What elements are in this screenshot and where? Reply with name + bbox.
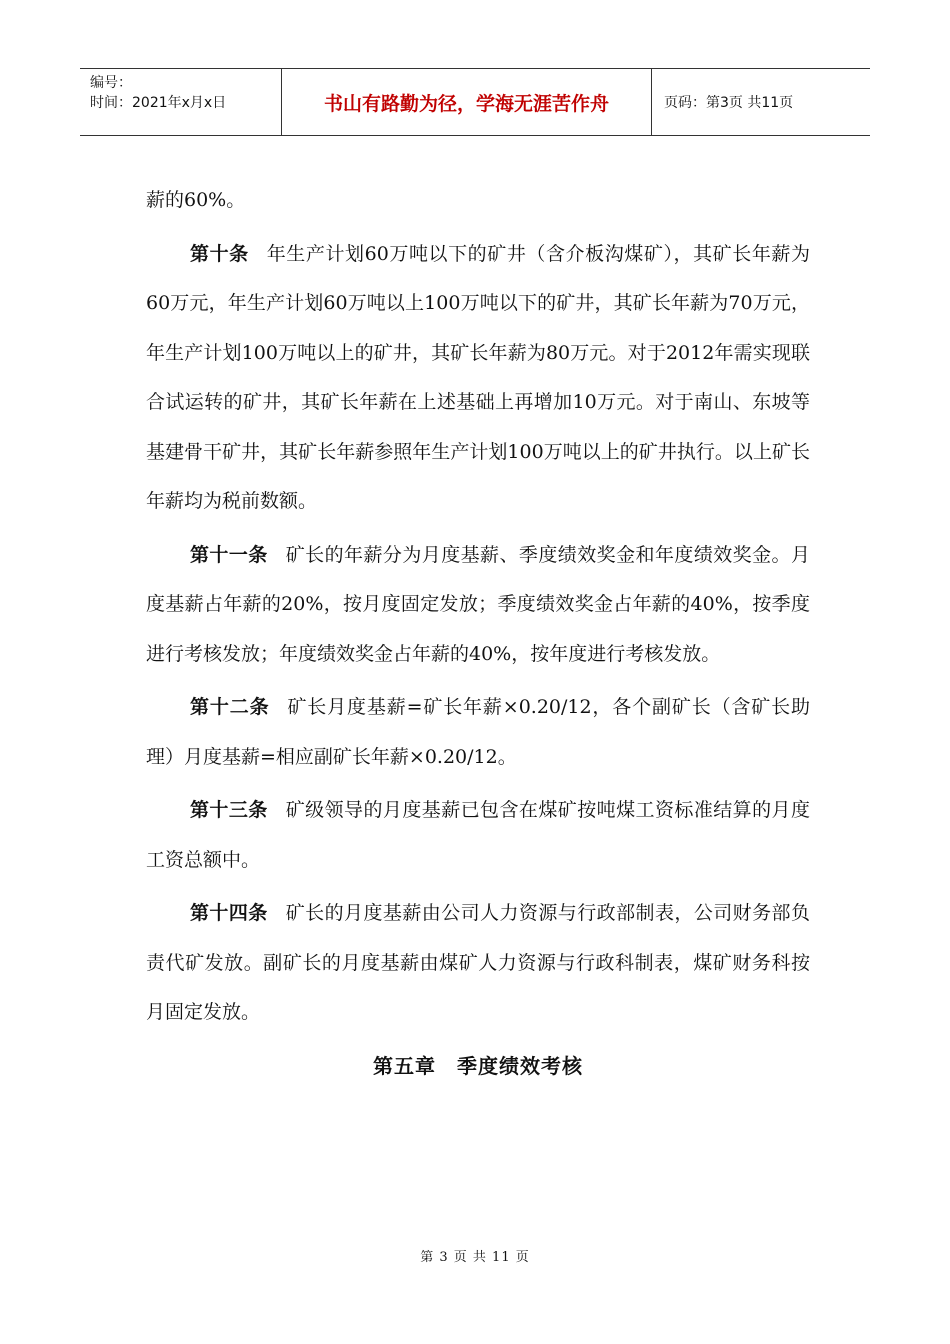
- header-motto: 书山有路勤为径，学海无涯苦作舟: [282, 69, 652, 135]
- article-title: 第十一条: [190, 543, 268, 566]
- article-text: 矿长的年薪分为月度基薪、季度绩效奖金和年度绩效奖金。月度基薪占年薪的20%，按月度固定发放；季度绩效奖金占年薪的40%，按季度进行考核发放；年度绩效奖金占年薪的40%，按年度进行考核发放。: [146, 543, 810, 665]
- article-title: 第十二条: [190, 696, 270, 718]
- article-14: [146, 889, 810, 1038]
- date-label: 时间：2021年x月x日: [90, 95, 227, 111]
- number-label: 编号：: [90, 75, 132, 91]
- article-text: 矿长的月度基薪由公司人力资源与行政部制表，公司财务部负责代矿发放。副矿长的月度基薪由煤矿人力资源与行政科制表，煤矿财务科按月固定发放。: [146, 902, 810, 1023]
- article-12: [146, 683, 810, 782]
- article-10: [146, 230, 810, 527]
- chapter-heading: 第五章 季度绩效考核: [373, 1053, 583, 1078]
- header-page-info: 页码：第3页 共11页: [664, 95, 794, 111]
- page-header: [80, 68, 870, 136]
- document-body: [146, 176, 810, 1091]
- page-footer: 第 3 页 共 11 页: [420, 1250, 530, 1265]
- article-13: [146, 786, 810, 885]
- header-meta: [80, 69, 282, 135]
- article-title: 第十条: [190, 242, 249, 265]
- paragraph-continuation: 薪的60%。: [146, 189, 246, 211]
- article-title: 第十三条: [190, 799, 268, 821]
- article-text: 年生产计划60万吨以下的矿井（含介板沟煤矿），其矿长年薪为60万元，年生产计划60万吨以上100万吨以下的矿井，其矿长年薪为70万元，年生产计划100万吨以上的矿井，其矿长年薪为80万元。对于2012年需实现联合试运转的矿井，其矿长年薪在上述基础上再增加10万元。对于南山、东坡等基建骨干矿井，其矿长年薪参照年生产计划100万吨以上的矿井执行。以上矿长年薪均为税前数额。: [146, 242, 810, 512]
- article-11: [146, 531, 810, 680]
- article-text: 矿级领导的月度基薪已包含在煤矿按吨煤工资标准结算的月度工资总额中。: [146, 799, 810, 871]
- article-text: 矿长月度基薪=矿长年薪×0.20/12，各个副矿长（含矿长助理）月度基薪=相应副矿长年薪×0.20/12。: [146, 696, 810, 768]
- article-title: 第十四条: [190, 902, 268, 924]
